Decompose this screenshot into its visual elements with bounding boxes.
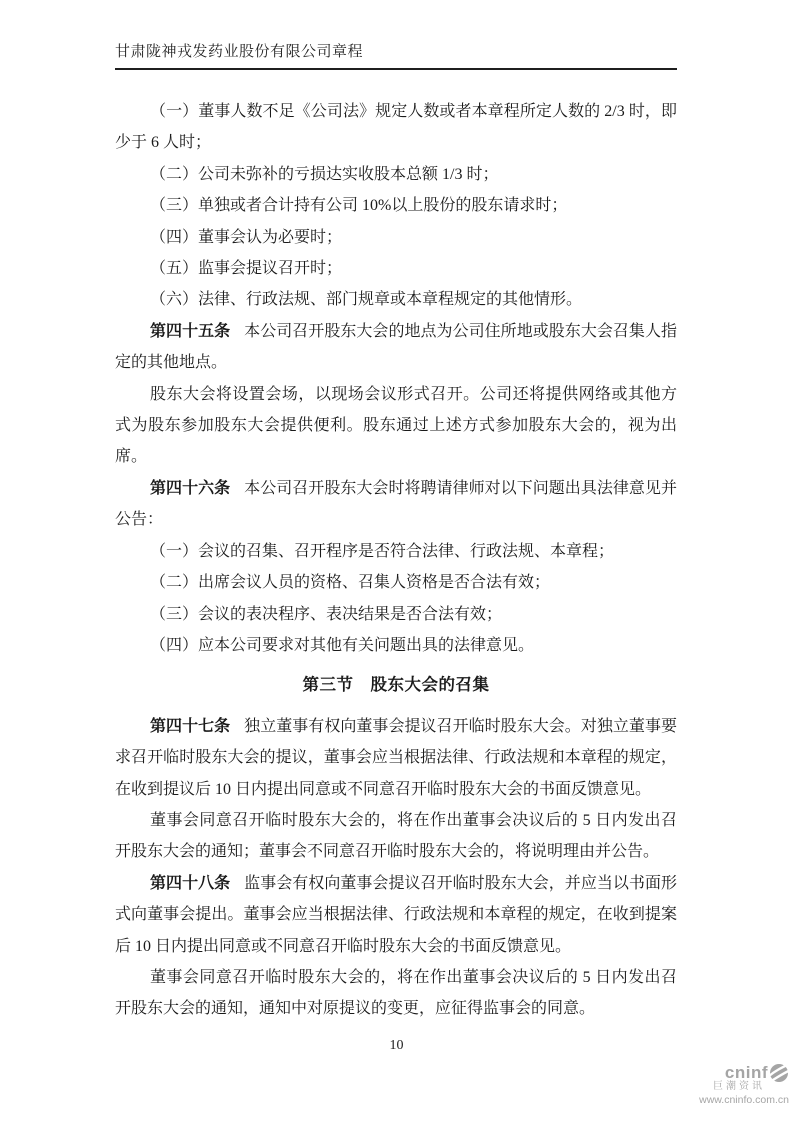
article-number-lead: 第四十六条: [150, 479, 231, 497]
logo-brand-row: [649, 1063, 789, 1083]
cninfo-swirl-icon: [769, 1063, 789, 1083]
paragraph-text: （六）法律、行政法规、部门规章或本章程规定的其他情形。: [150, 291, 583, 309]
paragraph-text: （二）公司未弥补的亏损达实收股本总额 1/3 时；: [150, 165, 499, 183]
paragraph-text: （一）会议的召集、召开程序是否符合法律、行政法规、本章程；: [150, 542, 615, 560]
paragraph-text: 本公司召开股东大会时将聘请律师对以下问题出具法律意见并公告：: [115, 479, 677, 529]
paragraph: [115, 379, 677, 473]
list-item: [115, 599, 677, 630]
paragraph-text: （五）监事会提议召开时；: [150, 260, 343, 278]
paragraph-text: （二）出席会议人员的资格、召集人资格是否合法有效；: [150, 574, 551, 592]
paragraph-text: 股东大会将设置会场，以现场会议形式召开。公司还将提供网络或其他方式为股东参加股东大会提供便利。股东通过上述方式参加股东大会的，视为出席。: [115, 385, 677, 466]
paragraph-text: （四）应本公司要求对其他有关问题出具的法律意见。: [150, 636, 535, 654]
list-item: [115, 190, 677, 221]
article-paragraph: [115, 868, 677, 962]
paragraph-text: （四）董事会认为必要时；: [150, 228, 343, 246]
page-header: [115, 40, 677, 70]
document-body: [115, 96, 677, 1025]
paragraph: [115, 962, 677, 1025]
paragraph-text: （三）单独或者合计持有公司 10%以上股份的股东请求时；: [150, 197, 568, 215]
list-item: [115, 536, 677, 567]
paragraph-text: 董事会同意召开临时股东大会的，将在作出董事会决议后的 5 日内发出召开股东大会的通知，通知中对原提议的变更，应征得监事会的同意。: [115, 968, 677, 1018]
list-item: [115, 630, 677, 661]
paragraph-text: 董事会同意召开临时股东大会的，将在作出董事会决议后的 5 日内发出召开股东大会的通知；董事会不同意召开临时股东大会的，将说明理由并公告。: [115, 811, 677, 861]
paragraph-text: （一）董事人数不足《公司法》规定人数或者本章程所定人数的 2/3 时，即少于 6 人时；: [115, 103, 677, 152]
logo-url: www.cninfo.com.cn: [699, 1093, 789, 1106]
article-number-lead: 第四十五条: [150, 322, 231, 340]
paragraph-text: （三）会议的表决程序、表决结果是否合法有效；: [150, 605, 503, 623]
paragraph: [115, 805, 677, 868]
paragraph-text: 独立董事有权向董事会提议召开临时股东大会。对独立董事要求召开临时股东大会的提议，董事会应当根据法律、行政法规和本章程的规定，在收到提议后 10 日内提出同意或不同意召开临时股东大会的书面反馈意见。: [115, 717, 677, 798]
list-item: [115, 567, 677, 598]
paragraph-text: 本公司召开股东大会的地点为公司住所地或股东大会召集人指定的其他地点。: [115, 322, 677, 372]
list-item: [115, 96, 677, 159]
article-paragraph: [115, 711, 677, 805]
paragraph-text: 监事会有权向董事会提议召开临时股东大会，并应当以书面形式向董事会提出。董事会应当根据法律、行政法规和本章程的规定，在收到提案后 10 日内提出同意或不同意召开临时股东大会的书面反馈意见。: [115, 874, 677, 955]
section-heading: 第三节 股东大会的召集: [302, 675, 490, 695]
article-paragraph: [115, 473, 677, 536]
list-item: [115, 284, 677, 315]
article-number-lead: 第四十七条: [150, 717, 231, 735]
list-item: [115, 253, 677, 284]
logo-name-cn: 巨潮资讯: [713, 1081, 765, 1092]
article-number-lead: 第四十八条: [150, 874, 231, 892]
page-header-title: 甘肃陇神戎发药业股份有限公司章程: [115, 44, 364, 60]
page-number: 10: [389, 1038, 404, 1053]
cninfo-logo: [649, 1063, 789, 1106]
logo-brand-text: cninf: [724, 1063, 768, 1083]
list-item: [115, 222, 677, 253]
list-item: [115, 159, 677, 190]
article-paragraph: [115, 316, 677, 379]
